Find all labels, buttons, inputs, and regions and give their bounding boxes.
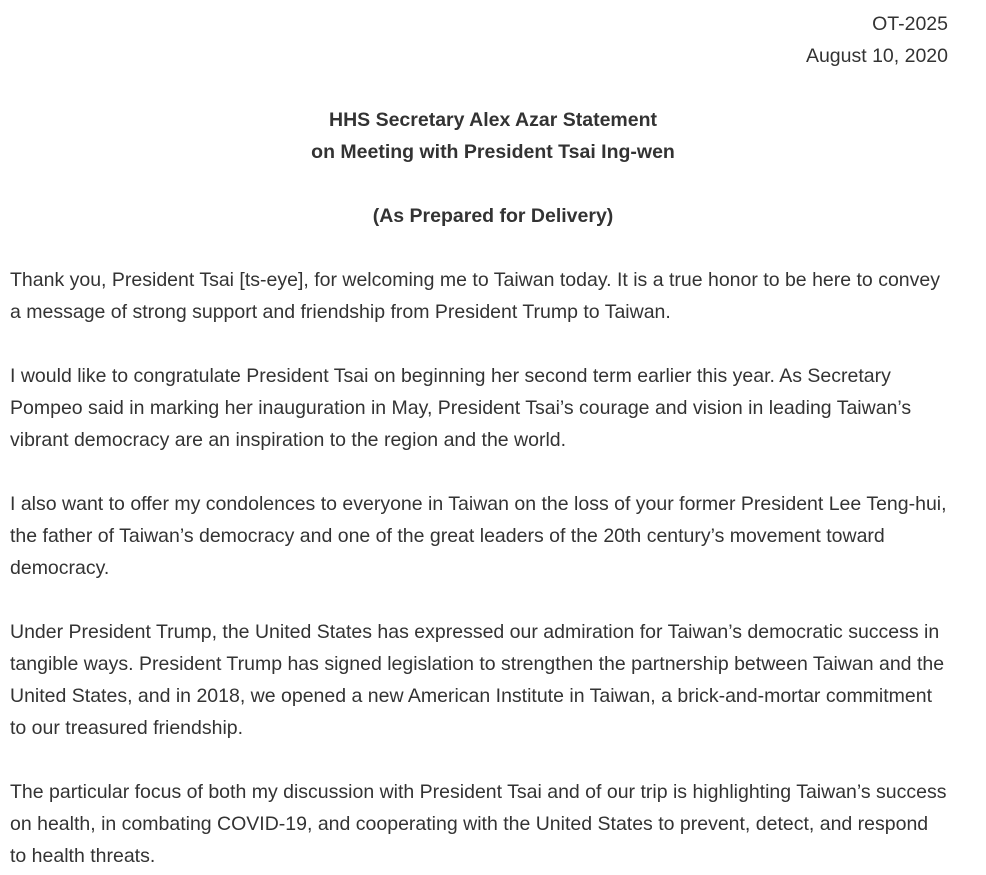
- paragraph-4: Under President Trump, the United States has expressed our admiration for Taiwan’s democratic success in tangible ways. President Trump has signed legislation to strengthen the partnership between Taiwan and the United States, and in 2018, we opened a new American Institute in Taiwan, a brick-and-mortar commitment to our treasured friendship.: [10, 621, 945, 739]
- document-subtitle: (As Prepared for Delivery): [372, 205, 614, 227]
- document-meta: [10, 8, 948, 72]
- paragraph-2: I would like to congratulate President Tsai on beginning her second term earlier this year. As Secretary Pompeo said in marking her inauguration in May, President Tsai’s courage and vision in leading Taiwan’s vibrant democracy are an inspiration to the region and the world.: [10, 365, 912, 451]
- paragraph-3: I also want to offer my condolences to everyone in Taiwan on the loss of your former President Lee Teng-hui, the father of Taiwan’s democracy and one of the great leaders of the 20th century’s movement toward democracy.: [10, 493, 947, 579]
- document-date: August 10, 2020: [805, 45, 948, 67]
- title-line-2: on Meeting with President Tsai Ing-wen: [311, 141, 675, 163]
- title-line-1: HHS Secretary Alex Azar Statement: [328, 109, 658, 131]
- document-title: [10, 104, 948, 168]
- document-number: OT-2025: [872, 13, 948, 35]
- paragraph-5: The particular focus of both my discussion with President Tsai and of our trip is highlighting Taiwan’s success on health, in combating COVID-19, and cooperating with the United States to prevent, detect, and respond to health threats.: [10, 781, 947, 867]
- paragraph-1: Thank you, President Tsai [ts-eye], for welcoming me to Taiwan today. It is a true honor to be here to convey a message of strong support and friendship from President Trump to Taiwan.: [10, 269, 940, 323]
